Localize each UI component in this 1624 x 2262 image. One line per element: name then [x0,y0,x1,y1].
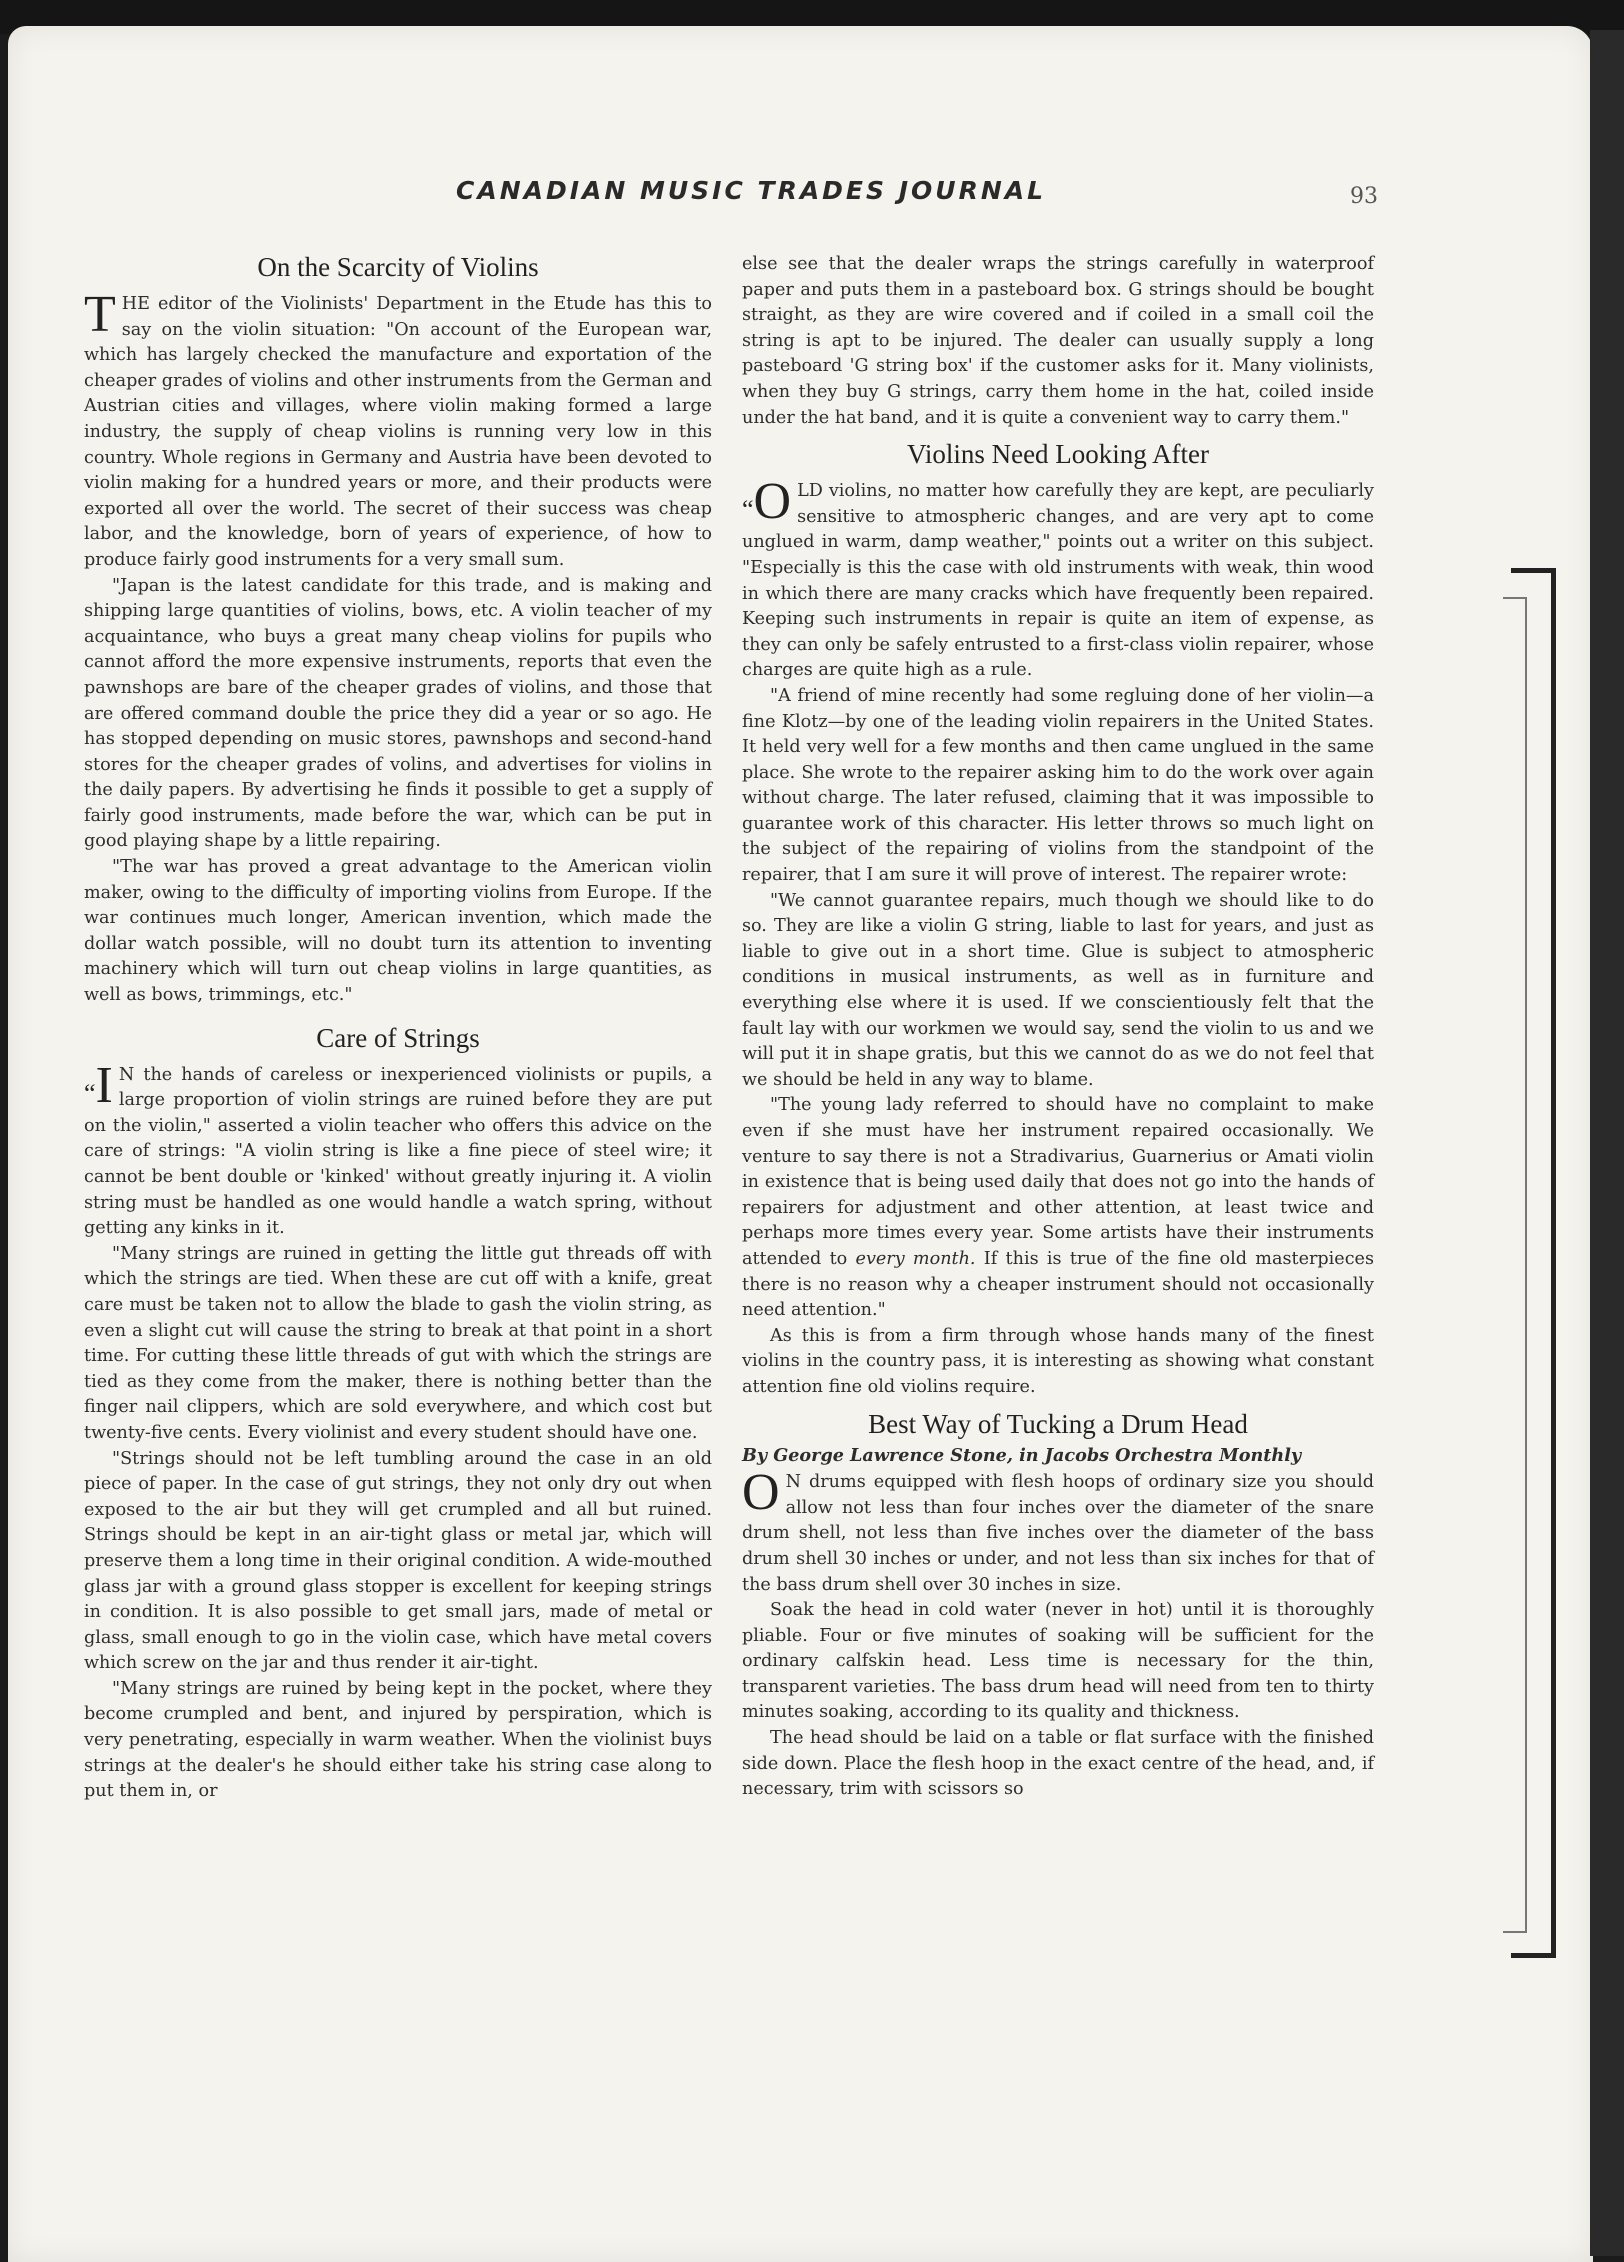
paragraph: "Many strings are ruined in getting the little gut threads off with which the strings are tied. When these are cut off with a knife, great care must be taken not to allow the blade to gash the violin string, as even a slight cut will cause the string to break at that point in a short time. For cutting these little threads of gut with which the strings are tied as they come from the maker, there is nothing better than the finger nail clippers, which are sold everywhere, and which cost but twenty-five cents. Every violinist and every student should have one. [84,1243,712,1443]
article-drum [742,1407,1374,1803]
drop-cap: T [84,286,116,343]
article-title-looking-after: Violins Need Looking After [906,439,1210,470]
paragraph: As this is from a firm through whose hands many of the finest violins in the country pass, it is interesting as showing what constant attention fine old violins require. [742,1325,1374,1397]
right-column [742,252,1374,1803]
article-title-scarcity: On the Scarcity of Violins [257,252,539,282]
paragraph: The head should be laid on a table or flat surface with the finished side down. Place the flesh hoop in the exact centre of the head, and, if necessary, trim with scissors so [742,1728,1374,1800]
paragraph: "Strings should not be left tumbling around the case in an old piece of paper. In the case of gut strings, they not only dry out when exposed to the air but they will get crumpled and all but ruined. Strings should be kept in an air-tight glass or metal jar, which will preserve them a long time in their original condition. A wide-mouthed glass jar with a ground glass stopper is excellent for keeping strings in condition. It is also possible to get small jars, made of metal or glass, small enough to go in the violin case, which have metal covers which screw on the jar and thus render it air-tight. [84,1448,712,1674]
journal-title: CANADIAN MUSIC TRADES JOURNAL [456,176,1047,205]
paragraph-strings-continued: else see that the dealer wraps the strings carefully in waterproof paper and puts them in a pasteboard box. G strings should be bought straight, as they are wire covered and if coiled in a small coil the string is apt to be injured. The dealer can usually supply a long pasteboard 'G string box' if the customer asks for it. Many violinists, when they buy G strings, carry them home in the hat, coiled inside under the hat band, and it is quite a convenient way to carry them." [742,254,1374,428]
paragraph: "Many strings are ruined by being kept in the pocket, where they become crumpled and bent, and injured by perspiration, which is very penetrating, especially in warm weather. When the violinist buys strings at the dealer's he should either take his string case along to put them in, or [84,1678,712,1802]
paragraph: "The war has proved a great advantage to the American violin maker, owing to the difficulty of importing violins from Europe. If the war continues much longer, American invention, which made the dollar watch possible, will no doubt turn its attention to inventing machinery which will turn out cheap violins in large quantities, as well as bows, trimmings, etc." [84,857,712,1006]
drop-cap: O [742,1464,780,1522]
paragraph: "Japan is the latest candidate for this trade, and is making and shipping large quantities of violins, bows, etc. A violin teacher of my acquaintance, who buys a great many cheap violins for pupils who cannot afford the more expensive instruments, reports that even the pawnshops are bare of the cheaper grades of violins, and those that are offered command double the price they did a year or so ago. He has stopped depending on music stores, pawnshops and second-hand stores for the cheaper grades of volins, and advertises for violins in the daily papers. By advertising he finds it possible to get a supply of fairly good instruments, made before the war, which can be put in good playing shape by a little repairing. [84,575,712,852]
page-number: 93 [1350,184,1378,209]
paragraph: "A friend of mine recently had some regluing done of her violin—a fine Klotz—by one of the leading violin repairers in the United States. It held very well for a few months and then came unglued in the same place. She wrote to the repairer asking him to do the work over again without charge. The later refused, claiming that it was impossible to guarantee work of this character. His letter throws so much light on the subject of the repairing of violins from the standpoint of the repairer, that I am sure it will prove of interest. The repairer wrote: [742,685,1374,886]
drop-cap: “O [742,473,792,531]
paragraph: O N drums equipped with flesh hoops of ordinary size you should allow not less than four inches over the diameter of the snare drum shell, not less than five inches over the diameter of the bass drum shell 30 inches or under, and not less than six inches for that of the bass drum shell over 30 inches in size. [742,1464,1374,1595]
article-title-strings: Care of Strings [316,1022,480,1053]
paragraph: "We cannot guarantee repairs, much though we should like to do so. They are like a violin G string, liable to last for years, and just as liable to give out in a short time. Glue is subject to atmospheric conditions in musical instruments, as well as in furniture and everything else where it is used. If we conscientiously felt that the fault lay with our workmen we would say, send the violin to us and we will put it in shape gratis, but this we cannot do as we do not feel that we should be held in any way to blame. [742,890,1374,1090]
paragraph: Soak the head in cold water (never in hot) until it is thoroughly pliable. Four or five minutes of soaking will be sufficient for the ordinary calfskin head. Less time is necessary for the thin, transparent varieties. The bass drum head will need from ten to thirty minutes soaking, according to its quality and thickness. [742,1600,1374,1723]
article-looking-after [742,437,1374,1400]
binder-clip-bracket [1511,568,1556,1958]
article-scarcity [84,250,712,1009]
byline: By George Lawrence Stone, in Jacobs Orchestra Monthly [742,1444,1302,1466]
paragraph: “I N the hands of careless or inexperienced violinists or pupils, a large proportion of violin strings are ruined before they are put on the violin," asserted a violin teacher who offers this advice on the care of strings: "A violin string is like a fine piece of steel wire; it cannot be bent double or 'kinked' without greatly injuring it. A violin string must be handled as one would handle a watch spring, without getting any kinks in it. [84,1056,712,1239]
paragraph: “O LD violins, no matter how carefully they are kept, are peculiarly sensitive to atmospheric changes, and are very apt to come unglued in warm, damp weather," points out a writer on this subject. "Especially is this the case with old instruments with weak, thin wood in which there are many cracks which have frequently been repaired. Keeping such instruments in repair is quite an item of expense, as they can only be safely entrusted to a first-class violin repairer, whose charges are quite high as a rule. [742,473,1374,681]
article-title-drum: Best Way of Tucking a Drum Head [868,1408,1248,1439]
paragraph: THE editor of the Violinists' Department in the Etude has this to say on the violin situation: "On account of the European war, which has largely checked the manufacture and exportation of the cheaper grades of violins and other instruments from the German and Austrian cities and villages, where violin making formed a large industry, the supply of cheap violins is running very low in this country. Whole regions in Germany and Austria have been devoted to violin making for a hundred years or more, and their products were exported all over the world. The secret of their success was cheap labor, and the knowledge, born of years of experience, of how to produce fairly good instruments for a very small sum. [84,286,712,570]
paragraph: "The young lady referred to should have no complaint to make even if she must have her instrument repaired occasionally. We venture to say there is not a Stradivarius, Guarnerius or Amati violin in existence that is being used daily that does not go into the hands of repairers for adjustment and other attention, at least twice and perhaps more times every year. Some artists have their instruments attended to every month. If this is true of the fine old masterpieces there is no reason why a cheaper instrument should not occasionally need attention." [742,1095,1374,1321]
scan-right-edge [1590,30,1624,2256]
left-column [84,244,712,1805]
drop-cap: “I [84,1056,113,1114]
article-strings [84,1021,712,1805]
